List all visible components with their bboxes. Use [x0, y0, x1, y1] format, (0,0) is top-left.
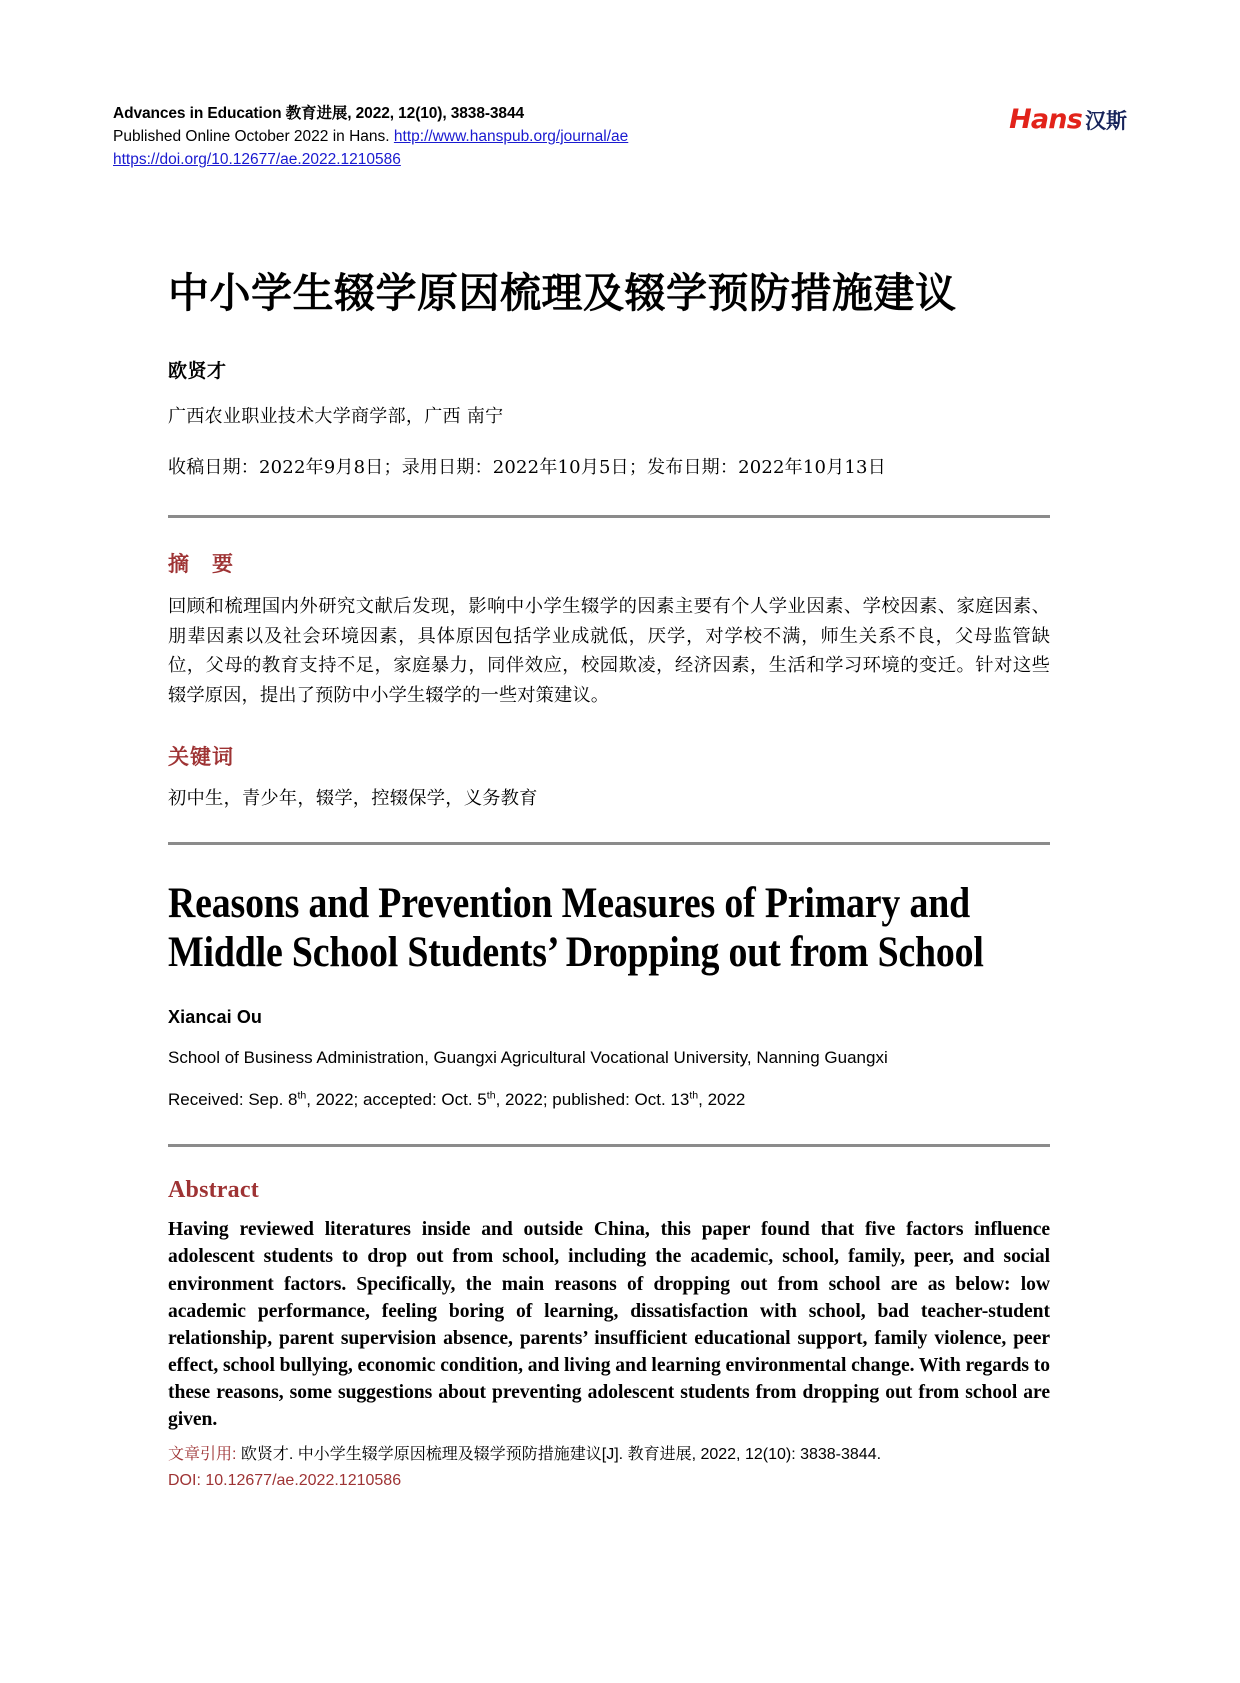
english-abstract-heading: Abstract — [168, 1177, 259, 1204]
divider-above-chinese-abstract — [168, 515, 1050, 518]
hans-cjk-wordmark: 汉斯 — [1085, 110, 1127, 133]
accepted-ordinal-suffix: th — [486, 1089, 496, 1102]
accepted-label: , 2022; accepted: Oct. 5 — [306, 1090, 487, 1110]
english-abstract-text: Having reviewed literatures inside and outside China, this paper found that five factors influence adolescent students to drop out from school, including the academic, school, family, peer, and social environment factors. Specifically, the main reasons of dropping out from school are as below: low academic performance, feeling boring of learning, dissatisfaction with school, bad teacher-student relationship, parent supervision absence, parents’ insufficient educational support, family violence, peer effect, school bullying, economic condition, and living and learning environmental change. With regards to these reasons, some suggestions about preventing adolescent students from dropping out from school are given. — [168, 1219, 1050, 1430]
hans-wordmark-icon: Hans — [1009, 104, 1082, 135]
citation-line — [168, 1443, 1050, 1467]
received-ordinal-suffix: th — [297, 1089, 307, 1102]
doi-url-link[interactable]: https://doi.org/10.12677/ae.2022.1210586 — [113, 150, 401, 168]
divider-above-english-title — [168, 842, 1050, 845]
divider-above-english-abstract — [168, 1144, 1050, 1147]
chinese-affiliation: 广西农业职业技术大学商学部，广西 南宁 — [168, 406, 504, 428]
footer-doi: DOI: 10.12677/ae.2022.1210586 — [168, 1472, 402, 1490]
content-column — [168, 0, 1050, 1433]
citation-label: 文章引用: — [168, 1446, 237, 1463]
chinese-abstract-heading: 摘 要 — [168, 552, 234, 577]
english-title: Reasons and Prevention Measures of Primary and Middle School Students’ Dropping out from School — [168, 879, 984, 977]
received-label: Received: Sep. 8 — [168, 1090, 298, 1110]
chinese-abstract-text: 回顾和梳理国内外研究文献后发现，影响中小学生辍学的因素主要有个人学业因素、学校因素、家庭因素、朋辈因素以及社会环境因素，具体原因包括学业成就低，厌学，对学校不满，师生关系不良，父母监管缺位，父母的教育支持不足，家庭暴力，同伴效应，校园欺凌，经济因素，生活和学习环境的变迁。针对这些辍学原因，提出了预防中小学生辍学的一些对策建议。 — [168, 596, 1050, 706]
english-dates — [168, 1090, 1050, 1110]
chinese-keywords-text: 初中生，青少年，辍学，控辍保学，义务教育 — [168, 787, 538, 809]
chinese-keywords-heading: 关键词 — [168, 744, 234, 769]
english-author: Xiancai Ou — [168, 1007, 263, 1028]
published-year: , 2022 — [698, 1090, 746, 1110]
english-affiliation: School of Business Administration, Guangxi Agricultural Vocational University, Nanning Guangxi — [168, 1048, 888, 1068]
chinese-author: 欧贤才 — [168, 360, 227, 383]
published-label: , 2022; published: Oct. 13 — [495, 1090, 690, 1110]
citation-text: 欧贤才. 中小学生辍学原因梳理及辍学预防措施建议[J]. 教育进展, 2022, 12(10): 3838-3844. — [236, 1446, 882, 1463]
journal-citation-line: Advances in Education 教育进展, 2022, 12(10), 3838-3844 — [113, 105, 524, 122]
chinese-dates: 收稿日期：2022年9月8日；录用日期：2022年10月5日；发布日期：2022年10月13日 — [168, 457, 886, 479]
published-ordinal-suffix: th — [689, 1089, 699, 1102]
journal-url-link[interactable]: http://www.hanspub.org/journal/ae — [393, 127, 629, 145]
footer-citation-block — [168, 1443, 1050, 1494]
published-online-prefix: Published Online October 2022 in Hans. — [113, 127, 394, 145]
chinese-title: 中小学生辍学原因梳理及辍学预防措施建议 — [168, 269, 957, 317]
